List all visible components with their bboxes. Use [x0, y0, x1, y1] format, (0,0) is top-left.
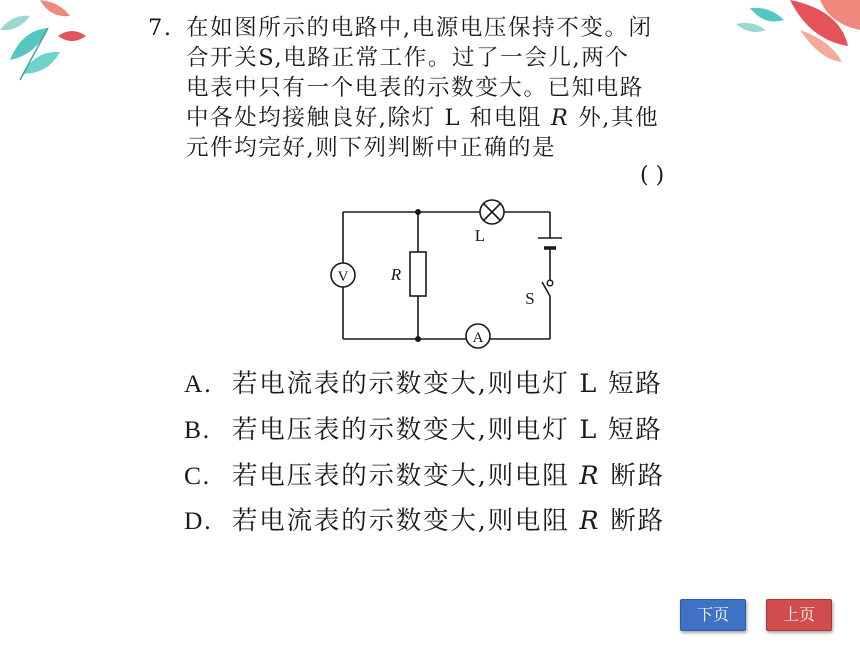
question-line-4-text: 中各处均接触良好,除灯 L 和电阻	[186, 105, 543, 131]
option-tail: 断路	[610, 461, 665, 491]
option-text: 若电流表的示数变大,则电阻	[232, 506, 570, 536]
option-text: 若电压表的示数变大,则电阻	[232, 461, 570, 491]
resistor-label: R	[390, 265, 402, 284]
ammeter-label: A	[472, 330, 484, 346]
next-page-button[interactable]: 下页	[680, 599, 746, 631]
leaf-decoration-left	[0, 0, 110, 90]
option-d	[184, 500, 665, 542]
option-letter: C.	[184, 461, 211, 490]
prev-page-button[interactable]: 上页	[766, 599, 832, 631]
circuit-diagram	[320, 196, 580, 356]
option-letter: B.	[184, 415, 211, 444]
question-line-1: 在如图所示的电路中,电源电压保持不变。闭	[186, 15, 653, 41]
option-text: 若电压表的示数变大,则电灯 L 短路	[232, 415, 663, 445]
answer-blank: ( )	[640, 163, 665, 188]
question-line-4-tail: 外,其他	[578, 105, 660, 131]
question-line-5: 元件均完好,则下列判断中正确的是	[186, 135, 557, 161]
question-line-2: 合开关S,电路正常工作。过了一会儿,两个	[186, 45, 630, 71]
resistor-symbol: R	[550, 105, 570, 131]
option-text: 若电流表的示数变大,则电灯 L 短路	[232, 369, 663, 399]
option-b	[184, 409, 663, 451]
question-line-4	[186, 104, 659, 134]
leaf-decoration-right	[730, 0, 860, 80]
question-line-3: 电表中只有一个电表的示数变大。已知电路	[186, 75, 644, 101]
option-c	[184, 455, 665, 497]
question-number: 7.	[148, 15, 173, 41]
switch-label: S	[525, 289, 535, 308]
voltmeter-label: V	[337, 269, 349, 285]
option-letter: D.	[184, 506, 213, 535]
option-letter: A.	[184, 369, 213, 398]
resistor-symbol-box	[410, 252, 426, 296]
option-tail: 断路	[610, 506, 665, 536]
option-symbol: R	[579, 461, 601, 491]
option-symbol: R	[579, 506, 601, 536]
lamp-label: L	[474, 226, 486, 245]
option-a	[184, 363, 663, 405]
